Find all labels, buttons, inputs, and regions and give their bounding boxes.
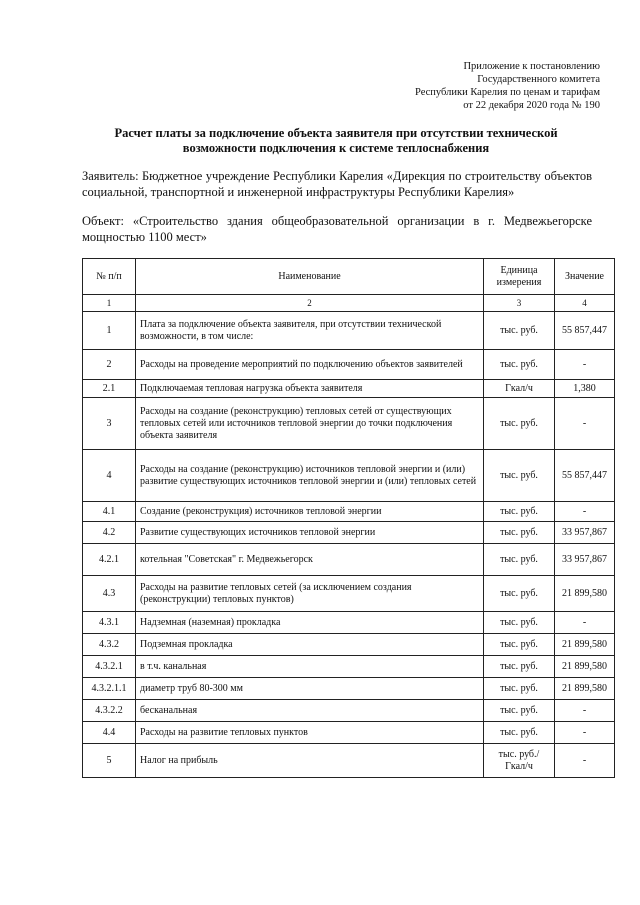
row-num: 3	[83, 398, 136, 450]
table-row	[83, 612, 615, 634]
table-body	[83, 312, 615, 778]
row-unit: тыс. руб.	[484, 544, 555, 576]
row-unit: тыс. руб.	[484, 576, 555, 612]
row-num: 4.3.2.1	[83, 656, 136, 678]
row-num: 4.3.2.2	[83, 700, 136, 722]
table-row	[83, 312, 615, 350]
index-cell: 2	[136, 295, 484, 312]
index-row	[83, 295, 615, 312]
row-name: Подземная прокладка	[136, 634, 484, 656]
table-row	[83, 656, 615, 678]
row-name: Налог на прибыль	[136, 744, 484, 778]
row-value: 21 899,580	[555, 656, 615, 678]
row-value: 55 857,447	[555, 312, 615, 350]
table-row	[83, 634, 615, 656]
row-num: 4.3.2	[83, 634, 136, 656]
row-num: 4.2.1	[83, 544, 136, 576]
row-value: 33 957,867	[555, 522, 615, 544]
row-num: 4.3.1	[83, 612, 136, 634]
row-value: 33 957,867	[555, 544, 615, 576]
row-unit: тыс. руб.	[484, 450, 555, 502]
table-row	[83, 722, 615, 744]
header-num: № п/п	[83, 259, 136, 295]
row-unit: тыс. руб./ Гкал/ч	[484, 744, 555, 778]
row-value: 21 899,580	[555, 634, 615, 656]
row-value: 21 899,580	[555, 678, 615, 700]
row-name: Подключаемая тепловая нагрузка объекта заявителя	[136, 380, 484, 398]
table-row	[83, 350, 615, 380]
object-paragraph: Объект: «Строительство здания общеобразовательной организации в г. Медвежьегорске мощностью 1100 мест»	[82, 214, 592, 244]
row-name: Развитие существующих источников тепловой энергии	[136, 522, 484, 544]
index-cell: 3	[484, 295, 555, 312]
row-name: Создание (реконструкция) источников тепловой энергии	[136, 502, 484, 522]
title-line: возможности подключения к системе теплоснабжения	[182, 141, 490, 155]
row-unit: тыс. руб.	[484, 722, 555, 744]
header-unit: Единица измерения	[484, 259, 555, 295]
row-value: 21 899,580	[555, 576, 615, 612]
row-num: 2.1	[83, 380, 136, 398]
row-num: 4	[83, 450, 136, 502]
row-num: 4.2	[83, 522, 136, 544]
row-num: 4.4	[83, 722, 136, 744]
row-name: бесканальная	[136, 700, 484, 722]
row-num: 4.3	[83, 576, 136, 612]
table-row	[83, 544, 615, 576]
approval-line: Государственного комитета	[477, 74, 600, 85]
row-name: Расходы на развитие тепловых сетей (за исключением создания (реконструкции) тепловых пунктов)	[136, 576, 484, 612]
row-unit: тыс. руб.	[484, 700, 555, 722]
header-name: Наименование	[136, 259, 484, 295]
approval-line: Республики Карелия по ценам и тарифам	[415, 87, 600, 98]
row-num: 4.1	[83, 502, 136, 522]
table-header-row	[83, 259, 615, 295]
row-value: -	[555, 722, 615, 744]
row-unit: тыс. руб.	[484, 502, 555, 522]
table-row	[83, 700, 615, 722]
row-name: Плата за подключение объекта заявителя, при отсутствии технической возможности, в том числе:	[136, 312, 484, 350]
approval-line: Приложение к постановлению	[463, 61, 600, 72]
table-row	[83, 450, 615, 502]
row-name: Расходы на развитие тепловых пунктов	[136, 722, 484, 744]
row-value: -	[555, 502, 615, 522]
row-name: Расходы на проведение мероприятий по подключению объектов заявителей	[136, 350, 484, 380]
row-value: -	[555, 612, 615, 634]
row-value: -	[555, 744, 615, 778]
title-line: Расчет платы за подключение объекта заявителя при отсутствии технической	[114, 126, 558, 140]
row-num: 1	[83, 312, 136, 350]
table-row	[83, 678, 615, 700]
row-value: -	[555, 700, 615, 722]
row-num: 2	[83, 350, 136, 380]
row-unit: тыс. руб.	[484, 634, 555, 656]
row-unit: тыс. руб.	[484, 350, 555, 380]
row-num: 5	[83, 744, 136, 778]
row-unit: тыс. руб.	[484, 678, 555, 700]
row-num: 4.3.2.1.1	[83, 678, 136, 700]
index-cell: 1	[83, 295, 136, 312]
row-name: диаметр труб 80-300 мм	[136, 678, 484, 700]
row-name: Надземная (наземная) прокладка	[136, 612, 484, 634]
row-value: -	[555, 350, 615, 380]
table-row	[83, 744, 615, 778]
row-unit: тыс. руб.	[484, 398, 555, 450]
table-row	[83, 502, 615, 522]
row-name: Расходы на создание (реконструкцию) тепловых сетей от существующих тепловых сетей или источников тепловой энергии до точки подключения объекта заявителя	[136, 398, 484, 450]
table-row	[83, 576, 615, 612]
header-value: Значение	[555, 259, 615, 295]
row-unit: Гкал/ч	[484, 380, 555, 398]
document-title	[82, 126, 590, 156]
approval-block	[415, 60, 600, 112]
table-row	[83, 398, 615, 450]
row-value: 1,380	[555, 380, 615, 398]
row-name: в т.ч. канальная	[136, 656, 484, 678]
row-name: Расходы на создание (реконструкцию) источников тепловой энергии и (или) развитие существующих источников тепловой энергии и (или) тепловых сетей	[136, 450, 484, 502]
row-value: -	[555, 398, 615, 450]
row-unit: тыс. руб.	[484, 312, 555, 350]
approval-line: от 22 декабря 2020 года № 190	[463, 100, 600, 111]
table-row	[83, 380, 615, 398]
row-unit: тыс. руб.	[484, 522, 555, 544]
index-cell: 4	[555, 295, 615, 312]
calculation-table	[82, 258, 615, 778]
row-name: котельная "Советская" г. Медвежьегорск	[136, 544, 484, 576]
table-row	[83, 522, 615, 544]
applicant-paragraph: Заявитель: Бюджетное учреждение Республики Карелия «Дирекция по строительству объектов социальной, транспортной и инженерной инфраструктуры Республики Карелия»	[82, 169, 592, 199]
row-unit: тыс. руб.	[484, 656, 555, 678]
row-unit: тыс. руб.	[484, 612, 555, 634]
row-value: 55 857,447	[555, 450, 615, 502]
